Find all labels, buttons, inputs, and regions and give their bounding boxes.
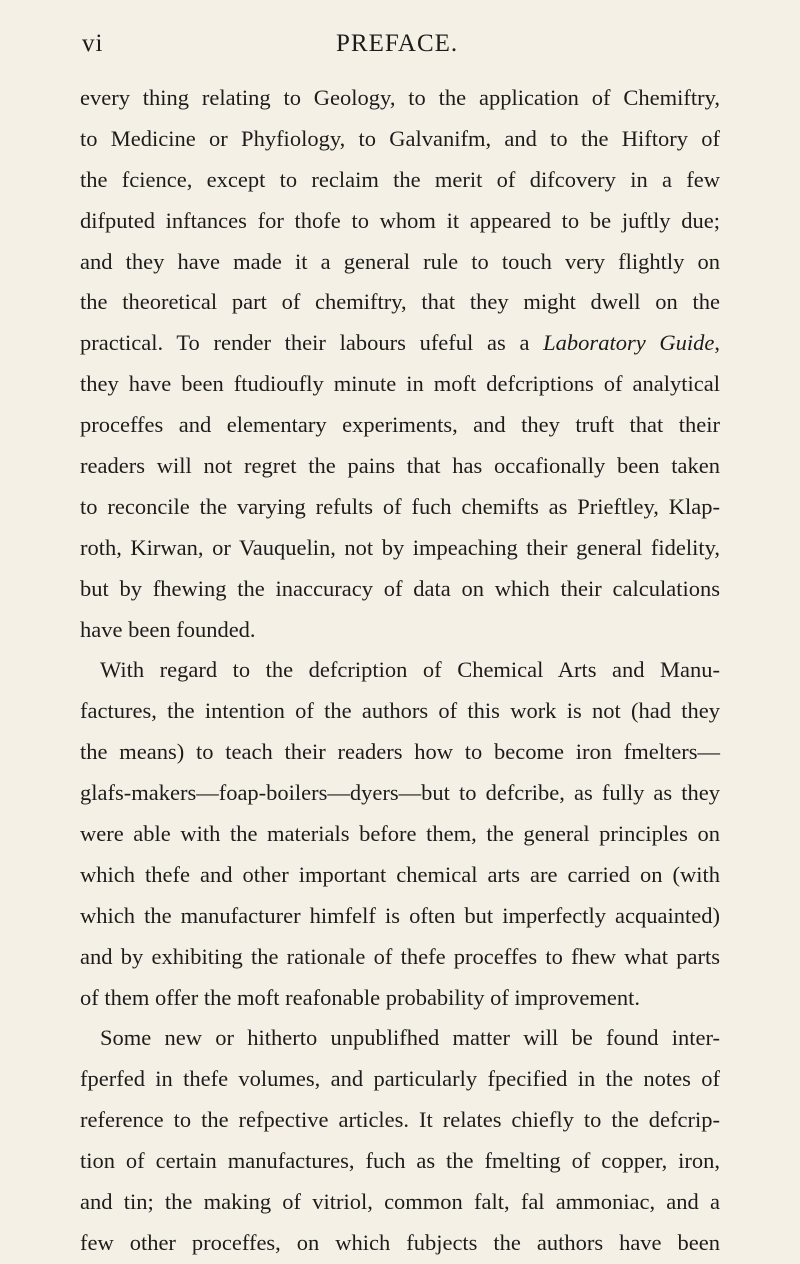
italic-title: Laboratory Guide xyxy=(543,330,715,356)
text-line: tion of certain manufactures, fuch as the fmelting of copper, iron, xyxy=(80,1148,720,1174)
text-line: glafs-makers—foap-boilers—dyers—but to defcribe, as fully as they xyxy=(80,780,720,806)
text-line: were able with the materials before them, the general principles on xyxy=(80,821,720,847)
text-line: which thefe and other important chemical arts are carried on (with xyxy=(80,861,720,887)
text-line: difputed inftances for thofe to whom it appeared to be juftly due; xyxy=(80,207,720,233)
text-line: every thing relating to Geology, to the application of Chemiftry, xyxy=(80,85,720,110)
text-line: have been founded. xyxy=(80,616,256,642)
text-line: factures, the intention of the authors of this work is not (had they xyxy=(80,698,720,724)
page-number: vi xyxy=(82,30,104,57)
text-line: fperfed in thefe volumes, and particularly fpecified in the notes of xyxy=(80,1066,720,1092)
running-title: PREFACE. xyxy=(336,30,459,57)
text-line: to reconcile the varying refults of fuch chemifts as Prieftley, Klap- xyxy=(80,493,720,519)
text-line: the theoretical part of chemiftry, that they might dwell on the xyxy=(80,289,720,315)
body-text xyxy=(80,78,720,1264)
paragraph-start-line: Some new or hitherto unpublifhed matter will be found inter- xyxy=(100,1025,720,1051)
text-line: of them offer the moft reafonable probability of improvement. xyxy=(80,984,641,1010)
text-run: practical. To render their labours ufeful as a xyxy=(80,330,544,356)
text-line: but by fhewing the inaccuracy of data on which their calculations xyxy=(80,575,720,601)
text-line: proceffes and elementary experiments, and they truft that their xyxy=(80,412,720,438)
text-line: few other proceffes, on which fubjects the authors have been xyxy=(80,1229,720,1255)
running-head xyxy=(82,22,722,62)
text-line: which the manufacturer himfelf is often but imperfectly acquainted) xyxy=(80,902,720,928)
text-line: they have been ftudioufly minute in moft defcriptions of analytical xyxy=(80,371,720,397)
text-line: and by exhibiting the rationale of thefe proceffes to fhew what parts xyxy=(80,943,720,969)
paragraph-start-line: With regard to the defcription of Chemical Arts and Manu- xyxy=(100,657,720,683)
text-line: and they have made it a general rule to touch very flightly on xyxy=(80,248,720,274)
text-line: reference to the refpective articles. It relates chiefly to the defcrip- xyxy=(80,1107,720,1133)
text-line: roth, Kirwan, or Vauquelin, not by impeaching their general fidelity, xyxy=(80,534,720,560)
text-run: , xyxy=(714,330,721,356)
text-line: to Medicine or Phyfiology, to Galvanifm, and to the Hiftory of xyxy=(80,125,720,151)
text-line xyxy=(80,323,720,364)
text-line: the fcience, except to reclaim the merit of difcovery in a few xyxy=(80,166,720,192)
text-line: the means) to teach their readers how to become iron fmelters— xyxy=(80,739,720,765)
text-line: and tin; the making of vitriol, common falt, fal ammoniac, and a xyxy=(80,1189,720,1215)
text-line: readers will not regret the pains that has occafionally been taken xyxy=(80,453,720,479)
